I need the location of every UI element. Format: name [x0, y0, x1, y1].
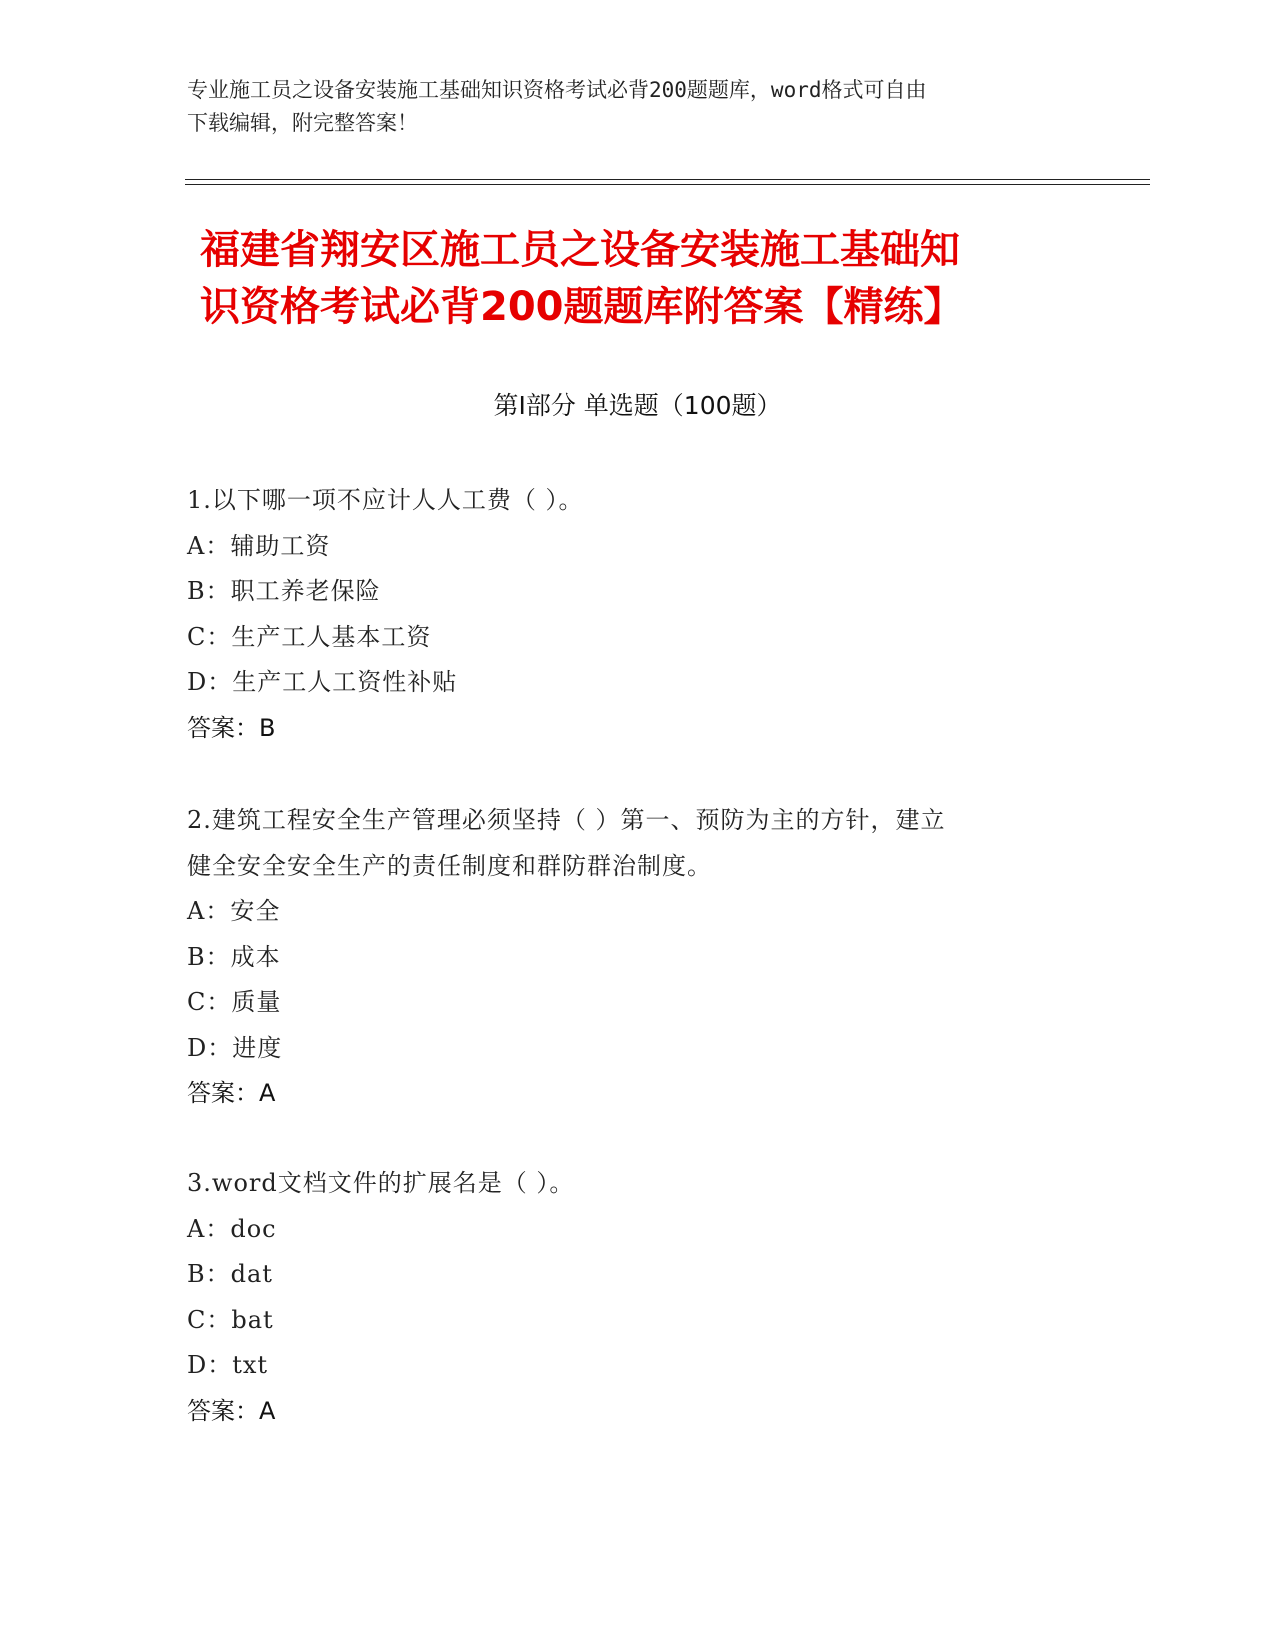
question-text-line-1: 2.建筑工程安全生产管理必须坚持（ ）第一、预防为主的方针，建立: [187, 806, 946, 834]
document-title-line-2: 识资格考试必背200题题库附答案【精练】: [200, 284, 964, 330]
option-b: B：职工养老保险: [187, 577, 381, 605]
option-c: C：质量: [187, 988, 282, 1016]
option-c: C：生产工人基本工资: [187, 622, 432, 651]
question-block: [187, 1161, 1087, 1434]
section-title: 第I部分 单选题（100题）: [493, 391, 782, 420]
header-note-line-1: 专业施工员之设备安装施工基础知识资格考试必背200题题库，word格式可自由: [187, 78, 927, 102]
option-c: C：bat: [187, 1305, 274, 1334]
question-block: [187, 478, 1087, 751]
question-text-line-2: 健全安全安全生产的责任制度和群防群治制度。: [187, 851, 712, 880]
option-d: D：生产工人工资性补贴: [187, 668, 458, 696]
document-title-line-1: 福建省翔安区施工员之设备安装施工基础知: [200, 227, 960, 273]
header-divider-top: [185, 179, 1150, 180]
header-divider-bottom: [185, 184, 1150, 185]
option-d: D：txt: [187, 1351, 269, 1379]
header-note: [187, 74, 1067, 140]
option-a: A：辅助工资: [187, 531, 331, 560]
question-block: [187, 798, 1087, 1117]
document-title: [200, 222, 1160, 336]
answer-label: 答案：A: [187, 1396, 276, 1425]
option-a: A：doc: [187, 1214, 277, 1243]
answer-label: 答案：B: [187, 713, 276, 742]
option-b: B：成本: [187, 942, 281, 971]
header-note-line-2: 下载编辑，附完整答案！: [187, 111, 418, 135]
option-b: B：dat: [187, 1260, 273, 1288]
question-text: 1.以下哪一项不应计人人工费（ ）。: [187, 486, 584, 514]
option-a: A：安全: [187, 897, 281, 925]
answer-label: 答案：A: [187, 1079, 276, 1107]
question-text: 3.word文档文件的扩展名是（ ）。: [187, 1169, 575, 1197]
option-d: D：进度: [187, 1033, 283, 1062]
